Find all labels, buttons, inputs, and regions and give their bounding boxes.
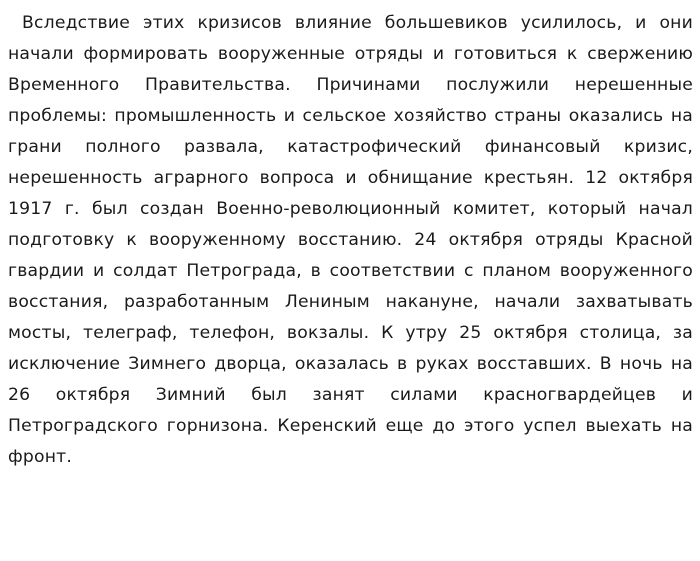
- body-paragraph: Вследствие этих кризисов влияние большевиков усилилось, и они начали формировать вооруженные отряды и готовиться к свержению Временного Правительства. Причинами послужили нерешенные проблемы: промышленность и сельское хозяйство страны оказались на грани полного развала, катастрофический финансовый кризис, нерешенность аграрного вопроса и обнищание крестьян. 12 октября 1917 г. был создан Военно-революционный комитет, который начал подготовку к вооруженному восстанию. 24 октября отряды Красной гвардии и солдат Петрограда, в соответствии с планом вооруженного восстания, разработанным Лениным накануне, начали захватывать мосты, телеграф, телефон, вокзалы. К утру 25 октября столица, за исключение Зимнего дворца, оказалась в руках восставших. В ночь на 26 октября Зимний был занят силами красногвардейцев и Петроградского горнизона. Керенский еще до этого успел выехать на фронт.: [8, 13, 693, 467]
- document-body: [8, 8, 693, 473]
